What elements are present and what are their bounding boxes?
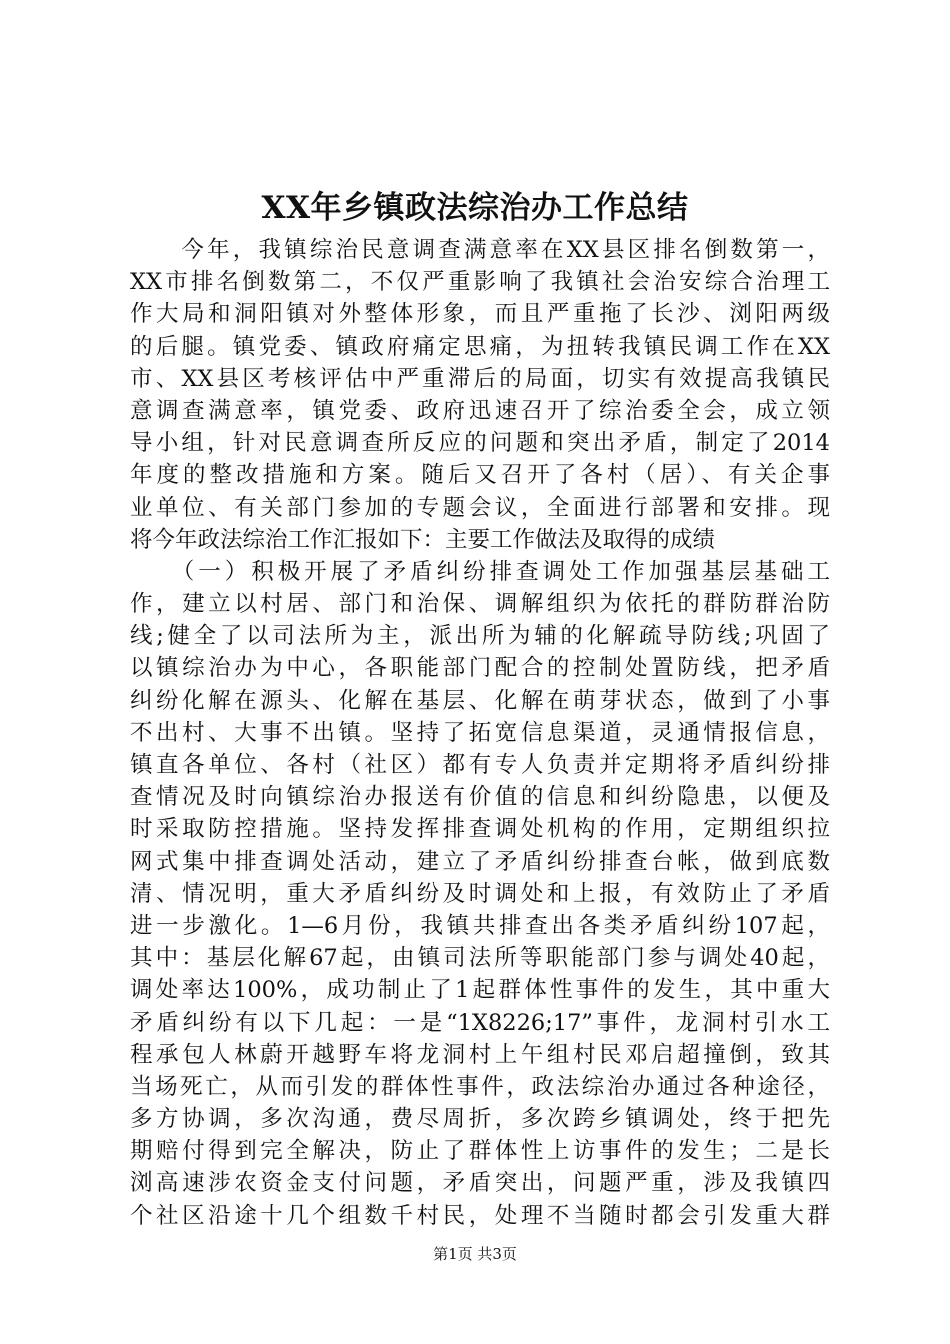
text-line: 个社区沿途十几个组数千村民，处理不当随时都会引发重大群 <box>130 1202 830 1229</box>
text-line: 纠纷化解在源头、化解在基层、化解在萌芽状态，做到了小事 <box>130 687 830 714</box>
text-line: 矛盾纠纷有以下几起：一是“1X8226;17”事件，龙洞村引水工 <box>130 1009 830 1036</box>
text-line: 年度的整改措施和方案。随后又召开了各村（居）、有关企事 <box>130 462 830 489</box>
text-line: 的后腿。镇党委、镇政府痛定思痛，为扭转我镇民调工作在XX <box>130 333 830 360</box>
text-line: 以镇综治办为中心，各职能部门配合的控制处置防线，把矛盾 <box>130 655 830 682</box>
text-line: 业单位、有关部门参加的专题会议，全面进行部署和安排。现 <box>130 494 830 521</box>
text-line: 程承包人林蔚开越野车将龙洞村上午组村民邓启超撞倒，致其 <box>130 1041 830 1068</box>
text-line: 今年，我镇综治民意调查满意率在XX县区排名倒数第一， <box>130 237 830 263</box>
document-body <box>130 234 830 1232</box>
text-line: 作大局和洞阳镇对外整体形象，而且严重拖了长沙、浏阳两级 <box>130 301 830 328</box>
text-line: 查情况及时向镇综治办报送有价值的信息和纠纷隐患，以便及 <box>130 784 830 811</box>
page-footer: 第1页 共3页 <box>433 1245 517 1263</box>
text-line: 时采取防控措施。坚持发挥排查调处机构的作用，定期组织拉 <box>130 816 830 843</box>
text-line: 多方协调，多次沟通，费尽周折，多次跨乡镇调处，终于把先 <box>130 1106 830 1133</box>
text-line: 期赔付得到完全解决，防止了群体性上访事件的发生；二是长 <box>130 1138 830 1165</box>
text-line: 进一步激化。1—6月份，我镇共排查出各类矛盾纠纷107起， <box>130 912 830 939</box>
text-line: 其中：基层化解67起，由镇司法所等职能部门参与调处40起， <box>130 945 830 972</box>
text-line: 意调查满意率，镇党委、政府迅速召开了综治委全会，成立领 <box>130 397 830 424</box>
text-line: 市、XX县区考核评估中严重滞后的局面，切实有效提高我镇民 <box>130 365 830 392</box>
text-line: （一）积极开展了矛盾纠纷排查调处工作加强基层基础工 <box>130 558 830 585</box>
text-line: 将今年政法综治工作汇报如下：主要工作做法及取得的成绩 <box>130 526 716 553</box>
text-line: 作，建立以村居、部门和治保、调解组织为依托的群防群治防 <box>130 591 830 618</box>
document-title: XX年乡镇政法综治办工作总结 <box>261 190 689 226</box>
text-line: 不出村、大事不出镇。坚持了拓宽信息渠道，灵通情报信息， <box>130 719 830 746</box>
text-line: 浏高速涉农资金支付问题，矛盾突出，问题严重，涉及我镇四 <box>130 1170 830 1197</box>
text-line: 当场死亡，从而引发的群体性事件，政法综治办通过各种途径， <box>130 1073 830 1100</box>
text-line: 线;健全了以司法所为主，派出所为辅的化解疏导防线;巩固了 <box>130 623 830 650</box>
text-line: 网式集中排查调处活动，建立了矛盾纠纷排查台帐，做到底数 <box>130 848 830 875</box>
text-line: 导小组，针对民意调查所反应的问题和突出矛盾，制定了2014 <box>130 430 830 457</box>
text-line: 调处率达100%，成功制止了1起群体性事件的发生，其中重大 <box>130 977 830 1004</box>
text-line: 镇直各单位、各村（社区）都有专人负责并定期将矛盾纠纷排 <box>130 752 830 778</box>
text-line: XX市排名倒数第二，不仅严重影响了我镇社会治安综合治理工 <box>130 269 830 296</box>
text-line: 清、情况明，重大矛盾纠纷及时调处和上报，有效防止了矛盾 <box>130 880 830 907</box>
